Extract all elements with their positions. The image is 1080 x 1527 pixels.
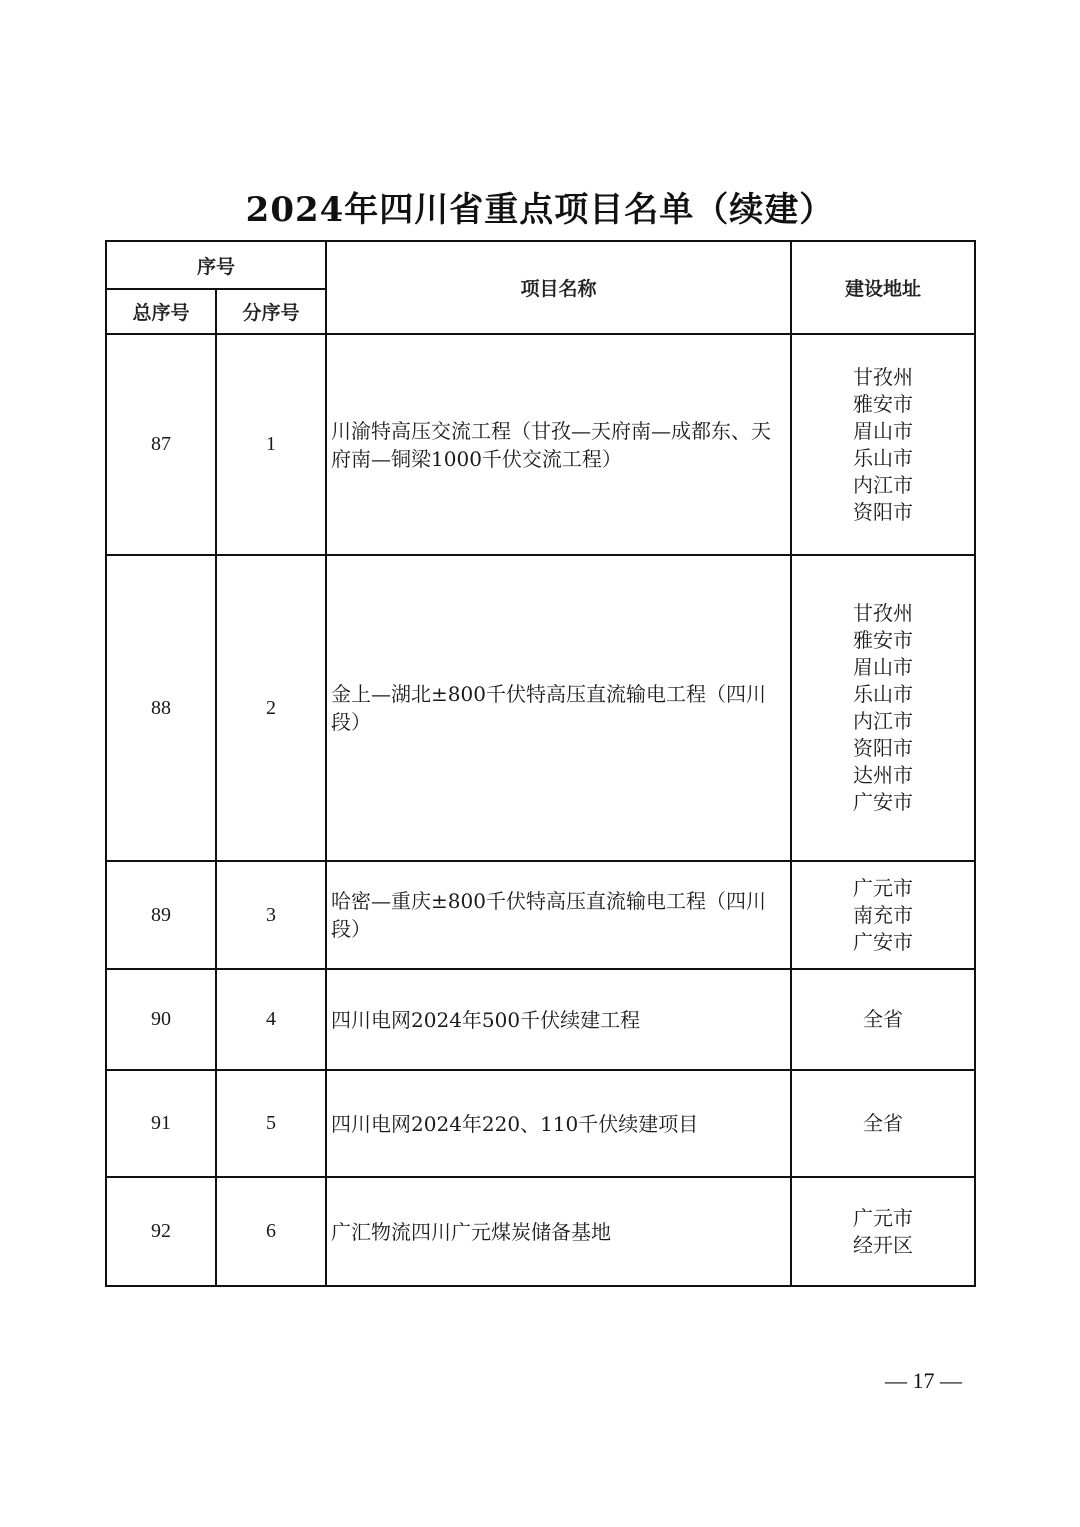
location-item: 甘孜州: [853, 601, 914, 625]
location-item: 南充市: [853, 902, 914, 927]
location-item: 广元市: [853, 1205, 914, 1230]
total-seq-cell: 88: [106, 555, 216, 861]
header-project-name: 项目名称: [326, 241, 791, 334]
header-sub-seq: 分序号: [216, 289, 326, 334]
project-name-cell: 四川电网2024年500千伏续建工程: [326, 969, 791, 1070]
location-item: 乐山市: [853, 445, 914, 470]
sub-seq-cell: 4: [216, 969, 326, 1070]
header-seq-group: 序号: [106, 241, 326, 289]
location-item: 资阳市: [853, 736, 914, 760]
total-seq-cell: 87: [106, 334, 216, 555]
location-item: 乐山市: [853, 682, 914, 706]
page-number: — 17 —: [885, 1368, 962, 1393]
location-item: 达州市: [853, 763, 914, 787]
location-cell: [791, 555, 975, 861]
total-seq-cell: 92: [106, 1177, 216, 1286]
location-item: 甘孜州: [853, 364, 914, 389]
location-cell: [791, 1070, 975, 1177]
location-item: 雅安市: [853, 391, 914, 416]
project-name-cell: 四川电网2024年220、110千伏续建项目: [326, 1070, 791, 1177]
project-table: [105, 240, 976, 1287]
location-item: 内江市: [853, 709, 914, 733]
table-row: [106, 969, 975, 1070]
sub-seq-cell: 6: [216, 1177, 326, 1286]
location-cell: [791, 1177, 975, 1286]
location-item: 眉山市: [853, 418, 914, 443]
location-item: 眉山市: [853, 655, 914, 679]
total-seq-cell: 90: [106, 969, 216, 1070]
location-item: 内江市: [853, 472, 914, 497]
table-row: [106, 861, 975, 969]
project-name-cell: 川渝特高压交流工程（甘孜—天府南—成都东、天府南—铜梁1000千伏交流工程）: [326, 334, 791, 555]
total-seq-cell: 91: [106, 1070, 216, 1177]
table-row: [106, 1070, 975, 1177]
page-title: 2024年四川省重点项目名单（续建）: [245, 190, 835, 230]
location-item: 广元市: [853, 875, 914, 900]
project-name-cell: 金上—湖北±800千伏特高压直流输电工程（四川段）: [326, 555, 791, 861]
location-item: 全省: [863, 1007, 904, 1031]
project-name-cell: 广汇物流四川广元煤炭储备基地: [326, 1177, 791, 1286]
location-cell: [791, 969, 975, 1070]
header-location: 建设地址: [791, 241, 975, 334]
table-row: [106, 1177, 975, 1286]
table-row: [106, 555, 975, 861]
location-item: 资阳市: [853, 499, 914, 524]
location-item: 广安市: [853, 790, 914, 814]
project-name-cell: 哈密—重庆±800千伏特高压直流输电工程（四川段）: [326, 861, 791, 969]
sub-seq-cell: 1: [216, 334, 326, 555]
sub-seq-cell: 2: [216, 555, 326, 861]
location-cell: [791, 334, 975, 555]
header-total-seq: 总序号: [106, 289, 216, 334]
location-item: 全省: [863, 1111, 904, 1135]
total-seq-cell: 89: [106, 861, 216, 969]
table-row: [106, 334, 975, 555]
sub-seq-cell: 5: [216, 1070, 326, 1177]
location-item: 雅安市: [853, 628, 914, 652]
location-cell: [791, 861, 975, 969]
location-item: 经开区: [853, 1232, 914, 1257]
sub-seq-cell: 3: [216, 861, 326, 969]
location-item: 广安市: [853, 929, 914, 954]
